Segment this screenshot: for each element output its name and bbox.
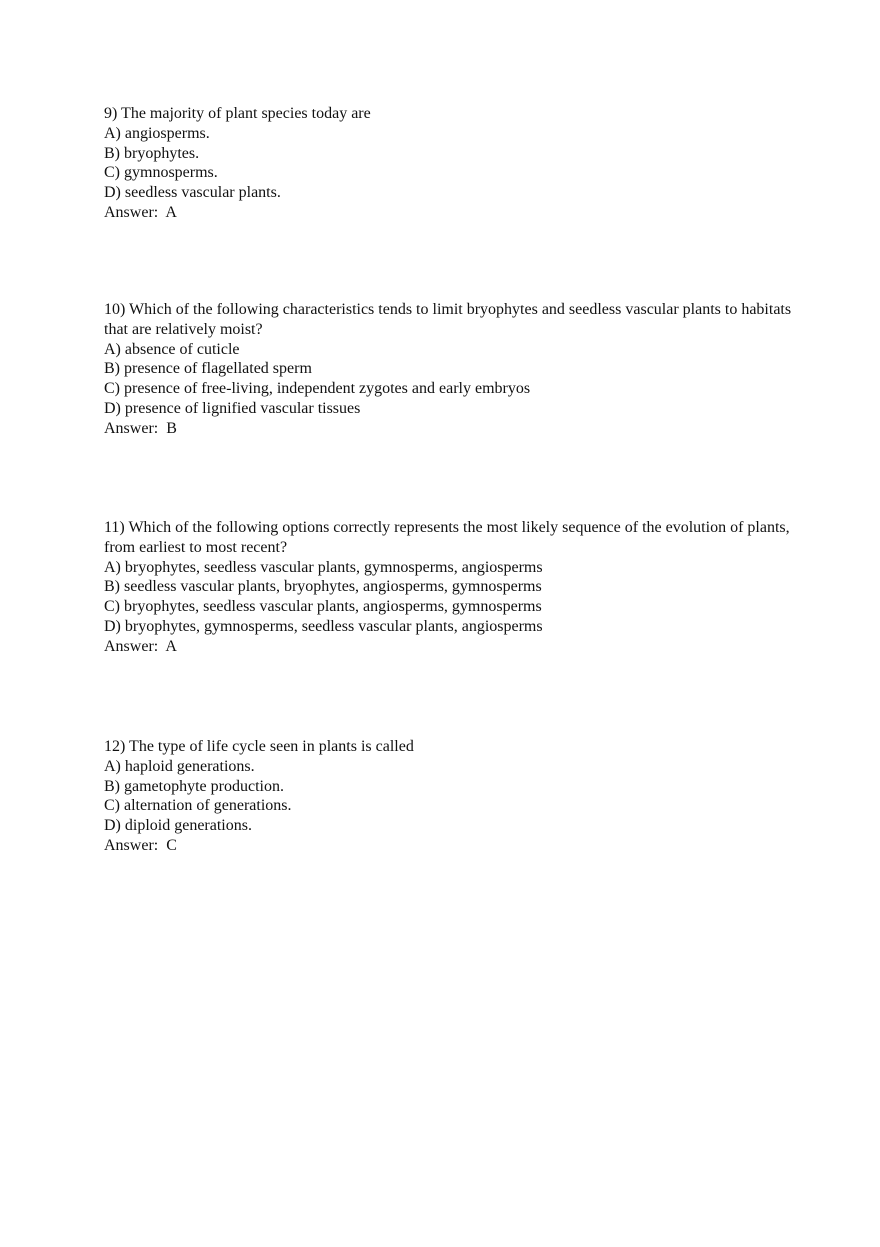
question-12 (104, 737, 794, 856)
question-stem: 10) Which of the following characteristics tends to limit bryophytes and seedless vascular plants to habitats that are relatively moist? (104, 301, 792, 338)
question-11 (104, 518, 794, 657)
option-b: B) seedless vascular plants, bryophytes, angiosperms, gymnosperms (104, 578, 542, 596)
option-b: B) bryophytes. (104, 144, 200, 162)
answer-label: Answer: (104, 637, 159, 655)
option-c: C) gymnosperms. (104, 164, 218, 182)
option-b: B) gametophyte production. (104, 777, 284, 795)
answer-line (104, 637, 794, 657)
option-a: A) bryophytes, seedless vascular plants, gymnosperms, angiosperms (104, 558, 543, 576)
option-d: D) diploid generations. (104, 817, 252, 835)
option-d: D) presence of lignified vascular tissues (104, 399, 361, 417)
question-stem: 12) The type of life cycle seen in plants is called (104, 738, 414, 755)
question-9 (104, 104, 794, 223)
option-c: C) alternation of generations. (104, 797, 292, 815)
option-c: C) presence of free-living, independent zygotes and early embryos (104, 380, 531, 398)
option-b: B) presence of flagellated sperm (104, 360, 312, 378)
option-a: A) haploid generations. (104, 757, 255, 775)
option-c: C) bryophytes, seedless vascular plants, angiosperms, gymnosperms (104, 598, 542, 616)
option-a: A) angiosperms. (104, 124, 210, 142)
question-stem: 11) Which of the following options correctly represents the most likely sequence of the evolution of plants, from earliest to most recent? (104, 519, 790, 556)
answer-value: B (166, 419, 177, 437)
answer-label: Answer: (104, 203, 159, 221)
answer-line (104, 419, 794, 439)
answer-line (104, 203, 794, 223)
question-10 (104, 300, 794, 439)
option-d: D) bryophytes, gymnosperms, seedless vascular plants, angiosperms (104, 617, 543, 635)
answer-value: C (166, 836, 177, 854)
question-stem: 9) The majority of plant species today are (104, 105, 371, 122)
answer-line (104, 836, 794, 856)
answer-value: A (165, 203, 177, 221)
option-a: A) absence of cuticle (104, 340, 240, 358)
answer-label: Answer: (104, 836, 159, 854)
answer-label: Answer: (104, 419, 159, 437)
option-d: D) seedless vascular plants. (104, 184, 281, 202)
answer-value: A (165, 637, 177, 655)
